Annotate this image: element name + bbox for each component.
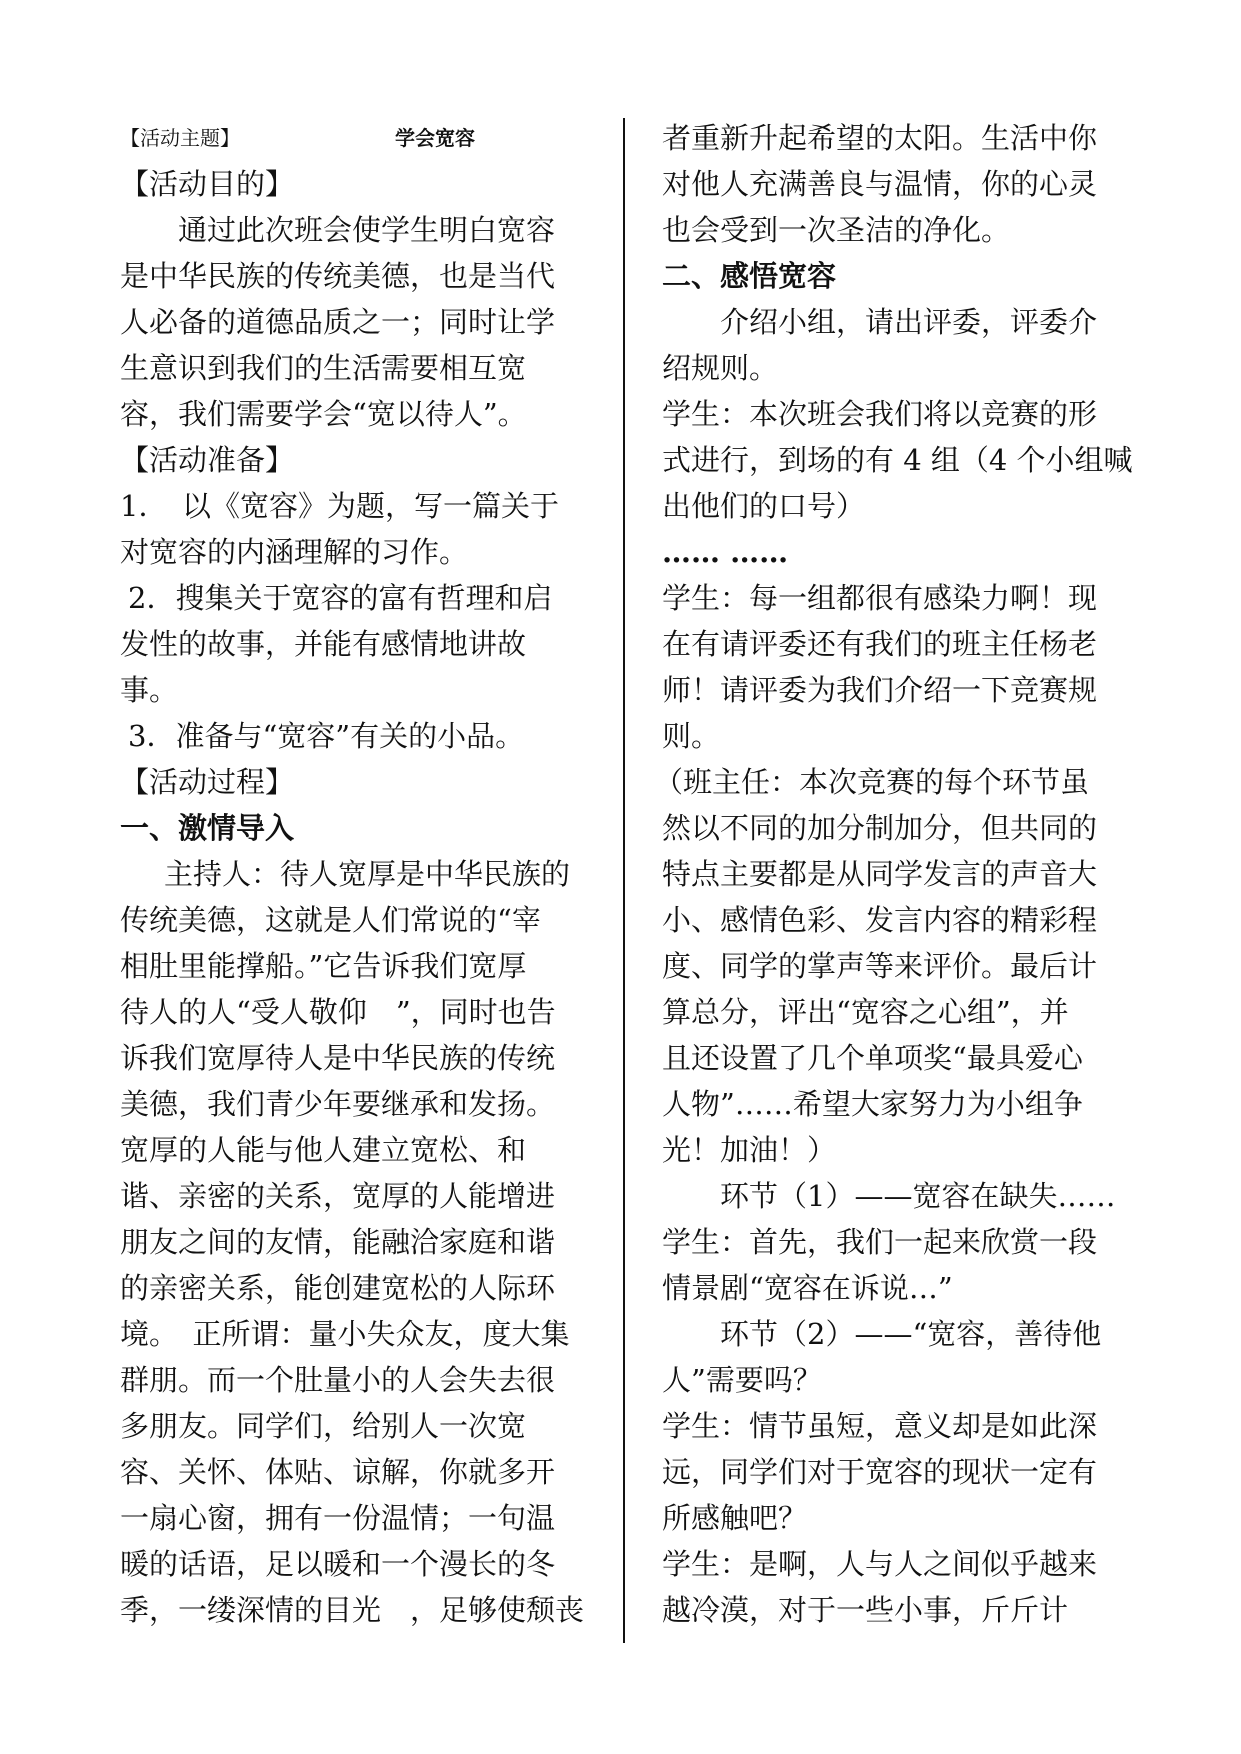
- paragraph-line: 者重新升起希望的太阳。生活中你: [662, 121, 1098, 155]
- paragraph-line: 情景剧“宽容在诉说…”: [662, 1271, 953, 1305]
- paragraph-line: 多朋友。同学们，给别人一次宽: [120, 1409, 527, 1443]
- paragraph-line: 师！请评委为我们介绍一下竞赛规: [662, 673, 1098, 707]
- list-item: 1． 以《宽容》为题，写一篇关于: [120, 489, 559, 523]
- paragraph-line: 容，我们需要学会“宽以待人”。: [120, 397, 527, 431]
- paragraph-line: 境。 正所谓：量小失众友，度大集: [120, 1317, 570, 1351]
- paragraph-line: 谐、亲密的关系，宽厚的人能增进: [120, 1179, 556, 1213]
- paragraph-line: 生意识到我们的生活需要相互宽: [120, 351, 527, 385]
- paragraph-line: 度、同学的掌声等来评价。最后计: [662, 949, 1098, 983]
- paragraph-line: 然以不同的加分制加分，但共同的: [662, 811, 1098, 845]
- paragraph-line: 学生：首先，我们一起来欣赏一段: [662, 1225, 1098, 1259]
- paragraph-line: 待人的人“受人敬仰 ”，同时也告: [120, 995, 556, 1029]
- paragraph-line: 人物”……希望大家努力为小组争: [662, 1087, 1083, 1121]
- paragraph-line: 诉我们宽厚待人是中华民族的传统: [120, 1041, 556, 1075]
- bold-heading: 一、激情导入: [120, 811, 295, 845]
- paragraph-line: 容、关怀、体贴、谅解，你就多开: [120, 1455, 556, 1489]
- paragraph-line: 环节（2）——“宽容，善待他: [720, 1317, 1102, 1351]
- paragraph-line: 式进行，到场的有 4 组（4 个小组喊: [662, 443, 1133, 477]
- paragraph-line: 小、感情色彩、发言内容的精彩程: [662, 903, 1098, 937]
- list-item: 对宽容的内涵理解的习作。: [120, 535, 469, 569]
- section-heading: 【活动过程】: [120, 765, 295, 799]
- paragraph-line: 相肚里能撑船。”它告诉我们宽厚: [120, 949, 527, 983]
- paragraph-line: 所感触吧？: [662, 1501, 808, 1535]
- paragraph-line: 越冷漠，对于一些小事，斤斤计: [662, 1593, 1069, 1627]
- paragraph-line: 人必备的道德品质之一；同时让学: [120, 305, 556, 339]
- paragraph-line: 群朋。而一个肚量小的人会失去很: [120, 1363, 556, 1397]
- paragraph-line: 环节（1）——宽容在缺失……: [720, 1179, 1116, 1213]
- paragraph-line: 一扇心窗，拥有一份温情；一句温: [120, 1501, 556, 1535]
- paragraph-line: 出他们的口号）: [662, 489, 866, 523]
- paragraph-line: 的亲密关系，能创建宽松的人际环: [120, 1271, 556, 1305]
- paragraph-line: 暖的话语，足以暖和一个漫长的冬: [120, 1547, 556, 1581]
- paragraph-line: 介绍小组，请出评委，评委介: [720, 305, 1098, 339]
- column-divider: [623, 118, 625, 1643]
- paragraph-line: 传统美德，这就是人们常说的“宰: [120, 903, 541, 937]
- list-item: 事。: [120, 673, 179, 707]
- paragraph-line: 在有请评委还有我们的班主任杨老: [662, 627, 1098, 661]
- list-item: 3．准备与“宽容”有关的小品。: [128, 719, 525, 753]
- paragraph-line: （班主任：本次竞赛的每个环节虽: [654, 765, 1090, 799]
- list-item: 2．搜集关于宽容的富有哲理和启: [128, 581, 553, 615]
- paragraph-line: 季，一缕深情的目光 ，足够使颓丧: [120, 1593, 585, 1627]
- paragraph-line: 学生：情节虽短，意义却是如此深: [662, 1409, 1098, 1443]
- paragraph-line: 光！加油！）: [662, 1133, 837, 1167]
- paragraph-line: 学生：是啊，人与人之间似乎越来: [662, 1547, 1098, 1581]
- paragraph-line: 主持人：待人宽厚是中华民族的: [164, 857, 571, 891]
- paragraph-line: 人”需要吗？: [662, 1363, 822, 1397]
- paragraph-line: 是中华民族的传统美德，也是当代: [120, 259, 556, 293]
- section-heading: 【活动准备】: [120, 443, 295, 477]
- paragraph-line: 学生：本次班会我们将以竞赛的形: [662, 397, 1098, 431]
- theme-label: 【活动主题】: [120, 126, 240, 150]
- paragraph-line: 对他人充满善良与温情，你的心灵: [662, 167, 1098, 201]
- list-item: 发性的故事，并能有感情地讲故: [120, 627, 527, 661]
- paragraph-line: 也会受到一次圣洁的净化。: [662, 213, 1011, 247]
- section-heading: 【活动目的】: [120, 167, 295, 201]
- paragraph-line: 算总分，评出“宽容之心组”，并: [662, 995, 1069, 1029]
- paragraph-line: 绍规则。: [662, 351, 779, 385]
- paragraph-line: 特点主要都是从同学发言的声音大: [662, 857, 1098, 891]
- paragraph-line: 则。: [662, 719, 721, 753]
- ellipsis-line: …… ……: [662, 535, 789, 569]
- bold-heading: 二、感悟宽容: [662, 259, 837, 293]
- paragraph-line: 远，同学们对于宽容的现状一定有: [662, 1455, 1098, 1489]
- paragraph-line: 通过此次班会使学生明白宽容: [178, 213, 556, 247]
- paragraph-line: 朋友之间的友情，能融洽家庭和谐: [120, 1225, 556, 1259]
- paragraph-line: 宽厚的人能与他人建立宽松、和: [120, 1133, 527, 1167]
- paragraph-line: 学生：每一组都很有感染力啊！现: [662, 581, 1098, 615]
- theme-title: 学会宽容: [395, 126, 475, 150]
- paragraph-line: 且还设置了几个单项奖“最具爱心: [662, 1041, 1083, 1075]
- paragraph-line: 美德，我们青少年要继承和发扬。: [120, 1087, 556, 1121]
